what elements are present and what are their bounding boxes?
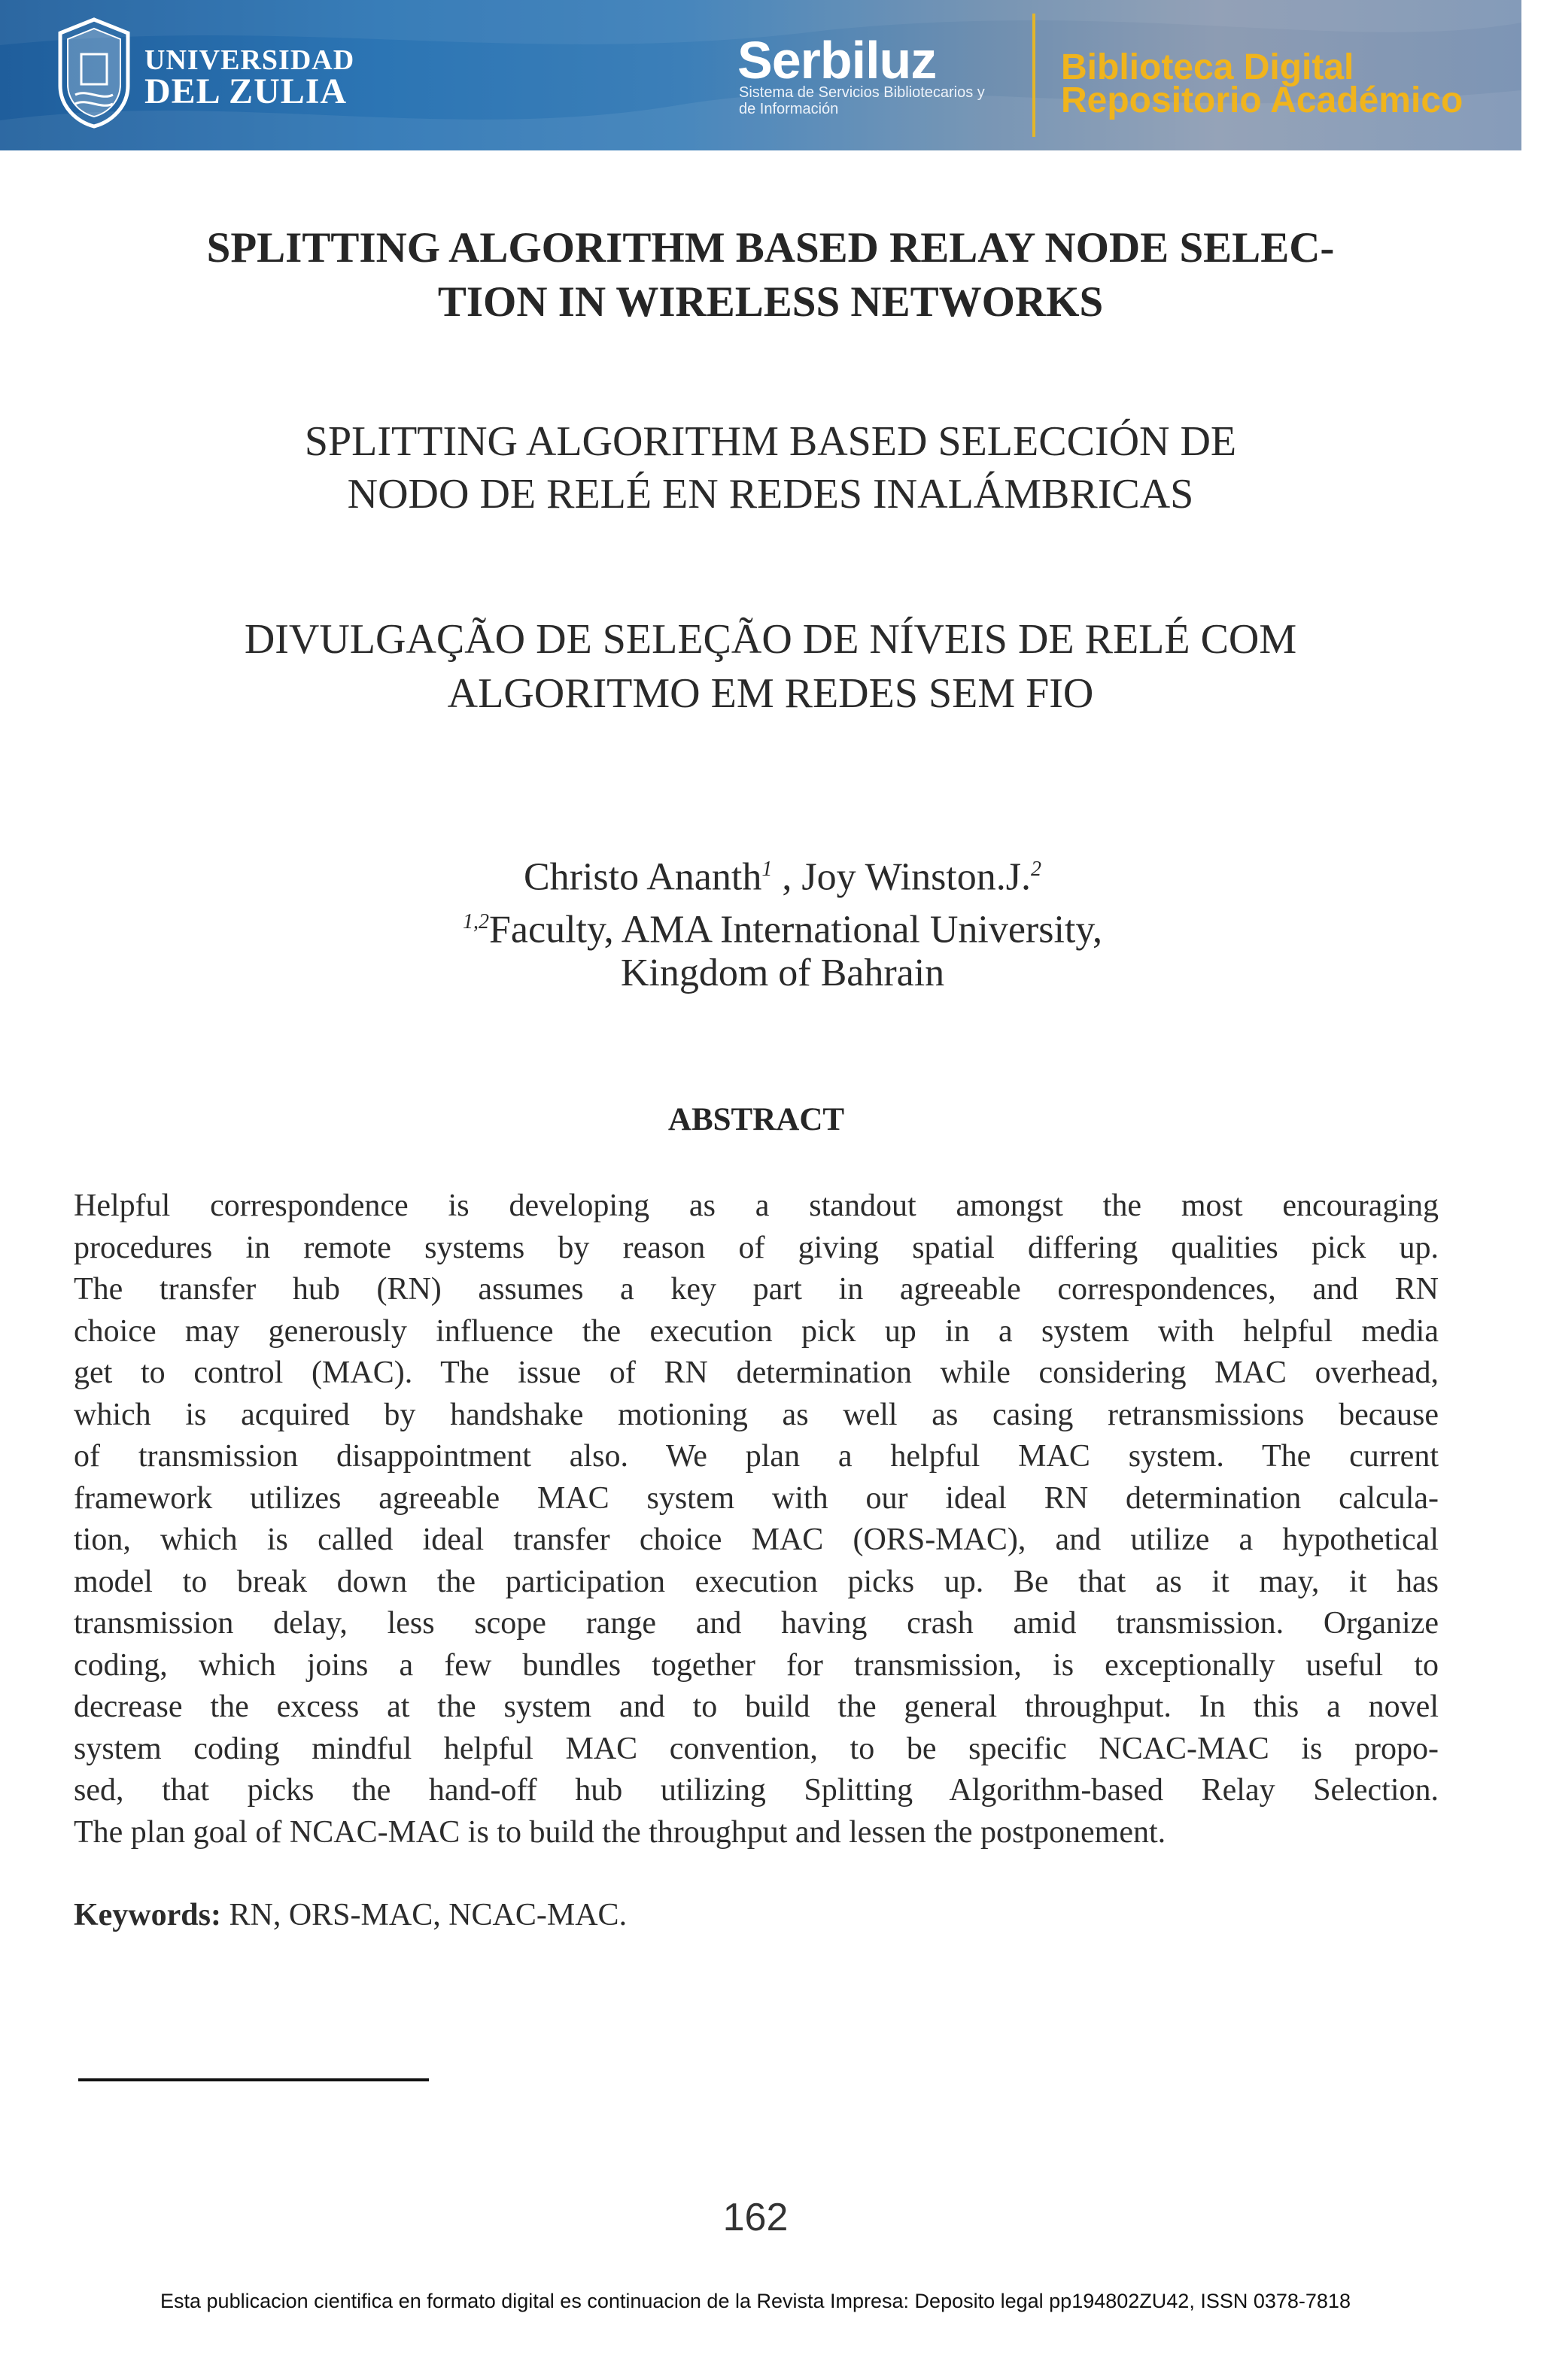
portuguese-title	[75, 612, 1466, 721]
abstract-line: sed, that picks the hand-off hub utilizing Splitting Algorithm-based Relay Selection.	[74, 1773, 1439, 1808]
abstract-line: get to control (MAC). The issue of RN determination while considering MAC overhead,	[74, 1355, 1439, 1390]
abstract-line: which is acquired by handshake motioning as well as casing retransmissions because	[74, 1397, 1439, 1432]
abstract-line: model to break down the participation execution picks up. Be that as it may, it has	[74, 1564, 1439, 1599]
serbiluz-subtitle: Sistema de Servicios Bibliotecarios y de Información	[739, 84, 985, 117]
abstract-line: tion, which is called ideal transfer choice MAC (ORS-MAC), and utilize a hypothetical	[74, 1522, 1439, 1557]
keywords-value: RN, ORS-MAC, NCAC-MAC.	[220, 1898, 628, 1932]
affiliation-superscript: 1,2	[462, 910, 489, 933]
country-line: Kingdom of Bahrain	[620, 952, 945, 994]
english-title-line2: TION IN WIRELESS NETWORKS	[437, 278, 1104, 326]
abstract-body	[74, 1185, 1439, 1853]
serbiluz-logo: Serbiluz	[737, 31, 937, 90]
abstract-line: coding, which joins a few bundles together for transmission, is exceptionally useful to	[74, 1647, 1439, 1683]
author1-superscript: 1	[761, 858, 773, 881]
abstract-line: of transmission disappointment also. We plan a helpful MAC system. The current	[74, 1439, 1439, 1474]
footnote-rule	[78, 2078, 429, 2081]
abstract-heading: ABSTRACT	[667, 1102, 845, 1137]
university-name-line2: DEL ZULIA	[144, 71, 348, 111]
university-name-line1: UNIVERSIDAD	[144, 44, 355, 76]
abstract-line: system coding mindful helpful MAC convention, to be specific NCAC-MAC is propo-	[74, 1731, 1439, 1766]
author2-superscript: 2	[1031, 858, 1041, 881]
keywords	[74, 1897, 627, 1933]
author2-name: , Joy Winston.J.	[782, 855, 1031, 899]
footer-note: Esta publicacion cientifica en formato digital es continuacion de la Revista Impresa: Deposito legal pp194802ZU42, ISSN 0378-7818	[160, 2290, 1351, 2312]
author1-name: Christo Ananth	[523, 855, 762, 899]
spanish-title-line1: SPLITTING ALGORITHM BASED SELECCIÓN DE	[304, 418, 1237, 465]
repository-banner	[0, 0, 1521, 150]
biblioteca-digital-label: Biblioteca Digital	[1061, 47, 1354, 87]
portuguese-title-line2: ALGORITMO EM REDES SEM FIO	[447, 670, 1094, 717]
keywords-label: Keywords:	[74, 1898, 221, 1932]
english-title	[75, 221, 1466, 329]
spanish-title-line2: NODO DE RELÉ EN REDES INALÁMBRICAS	[347, 471, 1194, 518]
spanish-title	[75, 415, 1466, 521]
affiliation-text: Faculty, AMA International University,	[488, 908, 1102, 952]
repositorio-academico-label: Repositorio Académico	[1061, 80, 1463, 120]
abstract-line: procedures in remote systems by reason of giving spatial differing qualities pick up.	[74, 1230, 1439, 1265]
banner-divider	[1032, 14, 1035, 137]
university-seal-icon	[53, 17, 135, 129]
portuguese-title-line1: DIVULGAÇÃO DE SELEÇÃO DE NÍVEIS DE RELÉ COM	[244, 616, 1297, 663]
affiliation-line	[391, 897, 1174, 955]
abstract-line: transmission delay, less scope range and having crash amid transmission. Organize	[74, 1606, 1439, 1641]
abstract-line: The transfer hub (RN) assumes a key part in agreeable correspondences, and RN	[74, 1272, 1439, 1307]
abstract-line: Helpful correspondence is developing as a standout amongst the most encouraging	[74, 1188, 1439, 1223]
page-number: 162	[722, 2196, 789, 2239]
author-line	[391, 844, 1174, 903]
abstract-line: The plan goal of NCAC-MAC is to build the throughput and lessen the postponement.	[74, 1814, 1166, 1850]
abstract-line: decrease the excess at the system and to build the general throughput. In this a novel	[74, 1689, 1439, 1724]
english-title-line1: SPLITTING ALGORITHM BASED RELAY NODE SELEC-	[206, 224, 1335, 272]
abstract-line: choice may generously influence the execution pick up in a system with helpful media	[74, 1313, 1439, 1349]
abstract-line: framework utilizes agreeable MAC system with our ideal RN determination calcula-	[74, 1480, 1439, 1516]
